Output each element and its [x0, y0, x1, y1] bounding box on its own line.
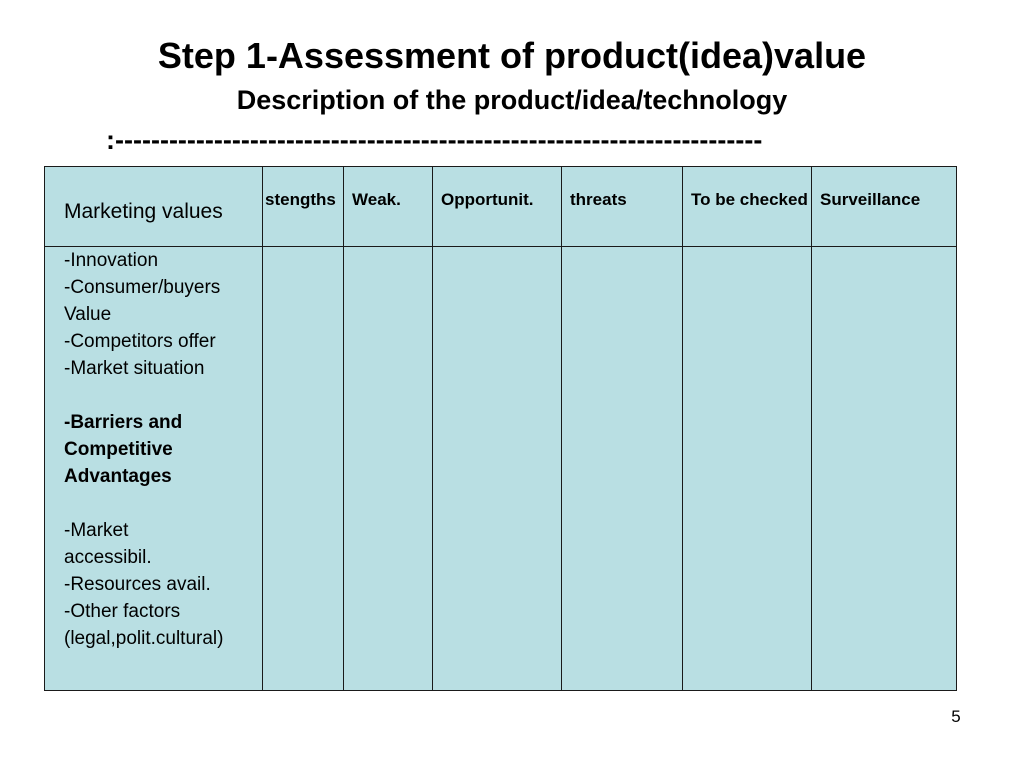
list-item: -Market situation	[64, 358, 205, 379]
cell-to-be-checked	[683, 247, 812, 691]
list-item: Value	[64, 304, 112, 325]
marketing-values-list	[45, 247, 263, 691]
cell-weaknesses	[344, 247, 433, 691]
list-item: Advantages	[64, 466, 172, 487]
page-number: 5	[951, 707, 961, 726]
cell-opportunities	[433, 247, 562, 691]
cell-threats	[562, 247, 683, 691]
list-spacer	[64, 382, 262, 409]
header-surveillance: Surveillance	[812, 167, 957, 247]
list-item: -Other factors	[64, 601, 181, 622]
list-item: -Competitors offer	[64, 331, 216, 352]
header-threats: threats	[562, 167, 683, 247]
header-to-be-checked: To be checked	[683, 167, 812, 247]
slide-title: Step 1-Assessment of product(idea)value	[157, 35, 867, 76]
assessment-table	[44, 166, 957, 691]
header-opportunities: Opportunit.	[433, 167, 562, 247]
list-item: -Innovation	[64, 250, 159, 271]
header-strengths: stengths	[263, 167, 344, 247]
list-spacer	[64, 490, 262, 517]
list-item: (legal,polit.cultural)	[64, 628, 224, 649]
list-item: -Market	[64, 520, 129, 541]
list-item: -Barriers and	[64, 412, 183, 433]
list-item: accessibil.	[64, 547, 152, 568]
header-weaknesses: Weak.	[344, 167, 433, 247]
list-item: Competitive	[64, 439, 173, 460]
list-item: -Consumer/buyers	[64, 277, 221, 298]
header-marketing-values: Marketing values	[45, 167, 263, 247]
slide-subtitle: Description of the product/idea/technology	[236, 85, 788, 115]
list-item: -Resources avail.	[64, 574, 211, 595]
table-header-row	[45, 167, 957, 247]
cell-surveillance	[812, 247, 957, 691]
table-body-row	[45, 247, 957, 691]
cell-strengths	[263, 247, 344, 691]
separator-line: :------------------------------------------------------------------------	[106, 125, 763, 155]
